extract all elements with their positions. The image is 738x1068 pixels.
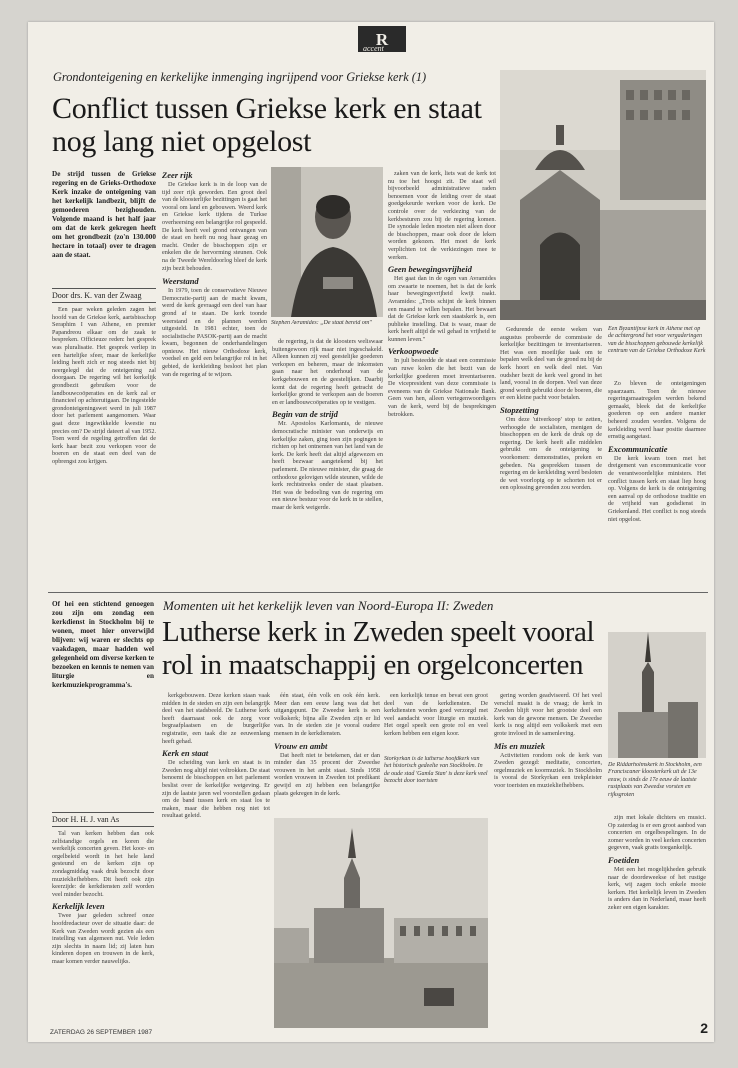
article2-col5-text: gering worden geadviseerd. Of het veel verschil maakt is de vraag; de kerk in Zweden blijft voor het grootste deel een kerk van de gewone mensen. De Zweedse kerk is nog altijd een volkskerk met een grote invloed in de samenleving. xyxy=(494,692,602,737)
article2-col4-text: een kerkelijk tenue en bevat een groot deel van de kerkdiensten. De kerkdiensten worden goed verzorgd met veel aandacht voor liturgie en muziek. Het orgel speelt een grote rol en veel kerken hebben een eigen koor. xyxy=(384,692,488,737)
article2-col1 xyxy=(52,830,154,1028)
article2-headline: Lutherse kerk in Zweden speelt vooral rol in maatschappij en orgelconcerten xyxy=(162,616,595,681)
article1-col2-text2: In 1979, toen de conservatieve Nieuwe Democratie-partij aan de macht kwam, werd de kerk gevraagd een deel van haar grond af te staan. De kerk toonde weerstand en de plannen werden uitgesteld. In 1981 echter, toen de socialistische PASOK-partij aan de macht kwam, begonnen de onderhandelingen opnieuw. Het nieuw Orthodoxe kerk, voedsel en geld een belangrijke rol in het gebied, de kerkleiding besloot het plan van de regering af te wijzen. xyxy=(162,287,267,378)
storkyrkan-photo xyxy=(274,818,488,1028)
article2-col2-text2: De scheiding van kerk en staat is in Zweden nog altijd niet voltrokken. De staat benoemt de bisschoppen en het parlement beslist over de kerkelijke wetgeving. Er zijn de laatste jaren wel voorstellen gedaan om de band tussen kerk en staat los te maken, maar die hebben nog niet tot resultaat geleid. xyxy=(162,759,270,820)
footer-date: ZATERDAG 26 SEPTEMBER 1987 xyxy=(50,1029,153,1036)
riddarholm-graphic xyxy=(608,632,706,758)
article1-col6-subhead: Excommunicatie xyxy=(608,443,668,454)
article2-col1-subhead: Kerkelijk leven xyxy=(52,901,105,912)
byzantine-church-photo xyxy=(500,70,706,320)
article1-col5-subhead: Stopzetting xyxy=(500,404,539,415)
article2-col6-text: zijn met lokale dichters en musici. Op zaterdag is er een groot aanbod van concerten en orgelbespelingen. In de zomer worden in veel kerken concerten gegeven, vaak gratis toegankelijk. xyxy=(608,814,706,852)
article2-col4 xyxy=(384,692,488,752)
newspaper-page xyxy=(28,22,714,1042)
article2-col3 xyxy=(274,692,380,814)
riddarholm-church-photo xyxy=(608,632,706,758)
article1-col4 xyxy=(388,170,496,586)
article1-col6-text: Zo bleven de onteigeningen spaarzaam. Toen de nieuwe regeringsmaatregelen werden bekend gemaakt, bleek dat de kerkelijke goederen op een andere manier beheerd zouden worden. Volgens de kerkleiding werd haar positie daarmee ernstig aangetast. xyxy=(608,380,706,441)
article2-col3-text2: Dat heeft niet te betekenen, dat er dan minder dan 35 procent der Zweedse vrouwen in het ambt staat. Sinds 1958 worden vrouwen in Zweden tot predikant gewijd en zij hebben een belangrijke plaats gekregen in de kerk. xyxy=(274,751,380,797)
portrait-photo-graphic xyxy=(271,167,383,317)
article1-kicker: Grondonteigening en kerkelijke inmenging ingrijpend voor Griekse kerk (1) xyxy=(53,70,427,84)
article1-col4-text: zaken van de kerk, liets wat de kerk tot nu toe het hoogst zit. De staat wil bijvoorbeeld administratieve raden benoemen voor de leiding over de staat goedgekeurde werken voor de kerk. De controle over de verkiezing van de kerkbesturen zou bij de regering komen. De synodale leden moeten niet alleen door de bisschoppen, maar ook door de leken worden gekozen. Het moet de kerk verplichten tot de verkiezingen mee te werken. xyxy=(388,170,496,261)
article2-col5-subhead: Mis en muziek xyxy=(494,740,546,751)
article-divider xyxy=(48,592,708,593)
article2-col5 xyxy=(494,692,602,1028)
riddarholm-caption: De Riddarholmskerk in Stockholm, een Franciscaner kloosterkerk uit de 13e eeuw, is sinds de 17e eeuw de laatste rustplaats van Zweedse vorsten en rijksgroten xyxy=(608,762,702,798)
article1-col3-subhead: Begin van de strijd xyxy=(272,409,338,420)
article1-col4-text3: In juli besteedde de staat een commissie van ruwe kolen die het bezit van de kerkelijke goederen moet inventariseren. De vicepresident van deze commissie is eveneens van de Griekse Nationale Bank. Geen van hen, alleen vertegenwoordigers van de kerk, werd bij de besprekingen betrokken. xyxy=(388,357,496,418)
article2-col1-text2: Twee jaar geleden schreef onze hoofdredacteur over de situatie daar: de Kerk van Zweden wordt gezien als een instelling van algemeen nut. Vele leden zijn slechts in naam lid; zij laten hun kinderen dopen en trouwen in de kerk, maar komen verder nauwelijks. xyxy=(52,912,154,965)
article2-col1-text: Tal van kerken hebben dan ook zelfstandige orgels en koren die werkelijk concerten geven. Het koor- en orgelbeleid wordt in het hele land gesteund en de kerken zijn op zondagmiddag vaak druk bezocht door muziekliefhebbers. Dit heeft ook zijn keerzijde: de kerkdiensten zelf worden veel minder bezocht. xyxy=(52,830,154,898)
article1-lead: De strijd tussen de Griekse regering en de Grieks-Orthodoxe Kerk inzake de onteigening van het kerkelijk landbezit, blijft de gemoederen bezighouden. Volgende maand is het half jaar om dat de kerk gekregen heeft om het grondbezit (zo'n 130.000 hectare in totaal) over te dragen aan de staat. xyxy=(52,170,156,259)
article1-col4-text2: Het gaat dan in de ogen van Avramides om zwaarte te noemen, het is dat de kerk haar bewegingsvrijheid kwijt raakt. Avramides: „Trots schijnt de kerk binnen een maand te willen bepalen. Het bewaart dat de Griekse kerk een staatskerk is, een publieke instelling. Dat is waar, maar de kerk heeft altijd de wil gehad in vrijheid te kunnen leven." xyxy=(388,275,496,343)
article1-col3-text: de regering, is dat de kloosters weliswaar buitengewoon rijk maar niet ingeschakeld. Alleen kunnen zij veel geestelijke goederen verkopen en beheren, maar de inkomsten gaan naar het onderhoud van de kerkgebouwen en de geestelijken. Daarbij komt dat de regering heeft getracht de kerkelijke grond te verkopen aan de boeren en er landbouwcoöperaties op te vestigen. xyxy=(272,338,383,406)
article1-col2 xyxy=(162,170,267,586)
article2-col2 xyxy=(162,692,270,892)
footer-page-number: 2 xyxy=(700,1020,708,1036)
article1-col1 xyxy=(52,306,156,584)
article1-col3 xyxy=(272,338,383,586)
article1-col2-text: De Griekse kerk is in de loop van de tijd zeer rijk geworden. Een groot deel van de kloosterlijke bezittingen is gaat het vooral om land en gebouwen. Weerd kerk en Griekse kerk tijdens de Turkse overheersing een belangrijke rol gespeeld. De kerk heeft veel grond ontvangen van de staat en heeft nu nog haar gezag en macht. Onder de bisschoppen zijn er enkelen die de hervorming steunen. Ook na de Tweede Wereldoorlog bleef de kerk zijn bezit behouden. xyxy=(162,181,267,272)
article2-col6-text2: Met een het mogelijkheden gebruik naar de doordeweekse of het rustige kerk, wij zagen toch enkele mooie kerken. Het kerkelijk leven in Zweden is anders dan in Nederland, maar heeft zeker een eigen karakter. xyxy=(608,865,706,911)
portrait-photo xyxy=(271,167,383,317)
article1-col5 xyxy=(500,326,602,586)
article1-col5-text: Gedurende de eerste weken van augustus probeerde de commissie de kerkelijke bezittingen te inventariseren. Het was een moeilijke taak om te bepalen welk deel van de grond nu bij de kerk hoort en welk deel niet. Van oudsher bezit de kerk veel grond in het land, vooral in de dorpen. Veel van deze grond wordt gebruikt door de boeren, die er een kleine pacht voor betalen. xyxy=(500,326,602,402)
portrait-caption: Stephen Avramides: „De staat bereid om" xyxy=(271,320,372,326)
svg-text:accent: accent xyxy=(363,44,384,53)
masthead-logo-graphic xyxy=(358,24,408,54)
svg-text:R: R xyxy=(375,30,389,49)
article2-intro: Of hei een stichtend genoegen zou zijn om zondag een kerkdienst in Stockholm bij te wonen, moet hier onverwijld blijven: wij waren er slechts op vaakdagen, maar hadden wel gelegenheid om diverse kerken te bezoeken en kennis te nemen van liturgie en kerkmuziekprogramma's. xyxy=(52,600,154,689)
masthead-logo xyxy=(358,24,408,54)
article1-col6-text2: De kerk kwam toen met het dreigement van excommunicatie voor de verantwoordelijke ministers. Het conflict tussen kerk en staat liep hoog op. Volgens de kerk is de onteigening een aanval op de orthodoxe traditie en de vrijheid van godsdienst in Griekenland. Het conflict is nog steeds niet opgelost. xyxy=(608,454,706,523)
article1-col3-text2: Mr. Apostolos Karlomanis, de nieuwe democratische minister van onderwijs en kerkelijke zaken, ging toen zijn pogingen te richten op het ontnemen van het land van de kerk. De kerk heeft dat altijd afgewezen en heeft bezwaar aangetekend bij het parlement. De nieuwe minister, die graag de orthodoxe gelovigen wilde steunen, wilde de kerk rechtstreeks onder de staat plaatsen. Het was de bedoeling van de regering om een nieuw bestuur voor de kerk in te stellen, maar de kerk weigerde. xyxy=(272,420,383,511)
article2-col3-subhead: Vrouw en ambt xyxy=(274,740,328,751)
article1-col4-subhead2: Verkoopwoede xyxy=(388,346,439,357)
article2-col5-text2: Activiteiten rondom ook de kerk van Zweden gezegd: meditatie, concerten, orgelmuziek en koormuziek. In Stockholm is vooral de Storkyrkan een trekpleister voor toeristen en muziekliefhebbers. xyxy=(494,751,602,789)
article2-col2-subhead: Kerk en staat xyxy=(162,748,209,759)
article1-col4-subhead1: Geen bewegingsvrijheid xyxy=(388,264,472,275)
article2-kicker: Momenten uit het kerkelijk leven van Noord-Europa II: Zweden xyxy=(163,598,494,613)
storkyrkan-caption: Storkyrkan is de lutherse hoofdkerk van het historisch gedeelte van Stockholm. In de oude stad 'Gamla Stan' is deze kerk veel bezocht door toeristen xyxy=(384,756,488,785)
article2-col6-subhead: Foetiden xyxy=(608,854,640,865)
article1-col1-text: Een paar weken geleden zagen het hoofd van de Griekse kerk, aartsbisschop Seraphim I van Athene, en premier Papandreou elkaar om de zaak te bespreken. Officieuze reden: het gesprek was pluralisatie. Het gesprek verliep in een hartelijke sfeer, maar de kerkelijke leiding heeft zich er nog steeds niet bij neergelegd dat de onteigening zal doorgaan. De regering wil het kerkelijk grondbezit gebruiken voor de landbouwcoöperaties en de kerk zal er financieel op achteruitgaan. De ingestelde grondonteigeningswet werd in juli 1987 door het parlement aangenomen. Waar gaat deze ingewikkelde kwestie nu precies om? De strijd dateert al van 1952. Toen werd de regeling getroffen dat de kerk haar bezit zou verkopen voor de boeren en de staat een deel van de opbrengst zou krijgen. xyxy=(52,306,156,465)
storkyrkan-graphic xyxy=(274,818,488,1028)
article2-col2-text: kerkgebouwen. Deze kerken staan vaak midden in de steden en zijn een belangrijk deel van het stadsbeeld. De Lutherse kerk heeft daarnaast ook de zorg voor begraafplaatsen en de burgerlijke registratie, een taak die ze eeuwenlang heeft gehad. xyxy=(162,692,270,745)
byzantine-church-caption: Een Byzantijnse kerk in Athene met op de achtergrond het voor vergaderingen van de bisschoppen gebouwde kerkelijk centrum van de Griekse Orthodoxe Kerk xyxy=(608,326,706,355)
article1-col6 xyxy=(608,380,706,586)
article1-col5-text2: Om deze 'uitverkoop' stop te zetten, verhoogde de socialisten, menigen de bisschoppen en de kerk de druk op de regering. De kerk heeft alle middelen gebruikt om de onteigening te voorkomen: demonstraties, preken en gebeden. Na gesprekken tussen de regering en de kerkleiding werd besloten de wet voorlopig op te schorten tot er een oplossing gevonden zou worden. xyxy=(500,415,602,492)
article1-col2-subhead2: Weerstand xyxy=(162,276,199,287)
article1-byline: Door drs. K. van der Zwaag xyxy=(52,288,156,303)
byzantine-church-graphic xyxy=(500,70,706,320)
article1-col2-subhead1: Zeer rijk xyxy=(162,170,193,180)
article2-col3-text: één staat, één volk en ook één kerk. Meer dan een eeuw lang was dat het uitgangspunt. De Zweedse kerk is een volkskerk; bijna alle Zweden zijn er lid van. In de steden zie je vooral oudere mensen in de kerkdiensten. xyxy=(274,692,380,737)
article2-col6 xyxy=(608,814,706,1014)
article1-headline: Conflict tussen Griekse kerk en staat nog lang niet opgelost xyxy=(52,92,482,158)
article2-byline: Door H. H. J. van As xyxy=(52,812,154,827)
